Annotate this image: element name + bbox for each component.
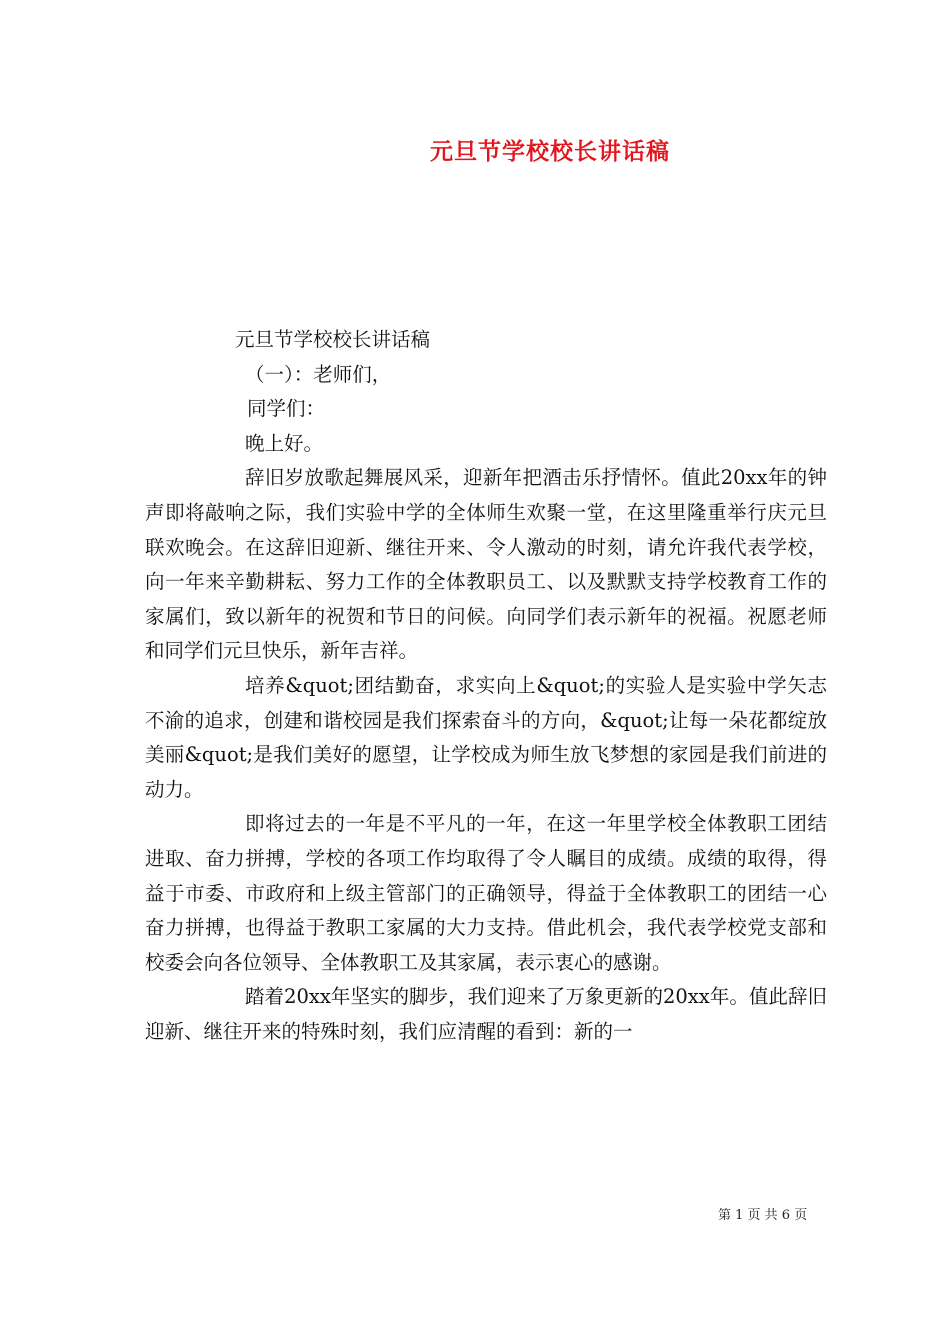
paragraph-3: 即将过去的一年是不平凡的一年，在这一年里学校全体教职工团结进取、奋力拼搏，学校的各项工作均取得了令人瞩目的成绩。成绩的取得，得益于市委、市政府和上级主管部门的正确领导，得益于全体教职工的团结一心奋力拼搏，也得益于教职工家属的大力支持。借此机会，我代表学校党支部和校委会向各位领导、全体教职工及其家属，表示衷心的感谢。 bbox=[145, 812, 827, 974]
paragraph-2: 培养&quot;团结勤奋，求实向上&quot;的实验人是实验中学矢志不渝的追求，创建和谐校园是我们探索奋斗的方向，&quot;让每一朵花都绽放美丽&quot;是我们美好的愿望，让学校成为师生放飞梦想的家园是我们前进的动力。 bbox=[145, 673, 827, 801]
document-body bbox=[145, 323, 827, 1049]
page-title: 元旦节学校校长讲话稿 bbox=[430, 138, 670, 165]
greeting-teachers: （一）：老师们， bbox=[245, 362, 392, 386]
paragraph-4: 踏着20xx年坚实的脚步，我们迎来了万象更新的20xx年。值此辞旧迎新、继往开来的特殊时刻，我们应清醒的看到：新的一 bbox=[145, 985, 827, 1043]
greeting-students: 同学们： bbox=[247, 397, 326, 421]
page-number: 第 1 页 共 6 页 bbox=[718, 1208, 808, 1223]
paragraph-1: 辞旧岁放歌起舞展风采，迎新年把酒击乐抒情怀。值此20xx年的钟声即将敲响之际，我们实验中学的全体师生欢聚一堂，在这里隆重举行庆元旦联欢晚会。在这辞旧迎新、继往开来、令人激动的时刻，请允许我代表学校，向一年来辛勤耕耘、努力工作的全体教职员工、以及默默支持学校教育工作的家属们，致以新年的祝贺和节日的问候。向同学们表示新年的祝福。祝愿老师和同学们元旦快乐，新年吉祥。 bbox=[145, 466, 827, 663]
greeting-evening: 晚上好。 bbox=[245, 431, 324, 455]
speech-heading: 元旦节学校校长讲话稿 bbox=[235, 328, 431, 351]
